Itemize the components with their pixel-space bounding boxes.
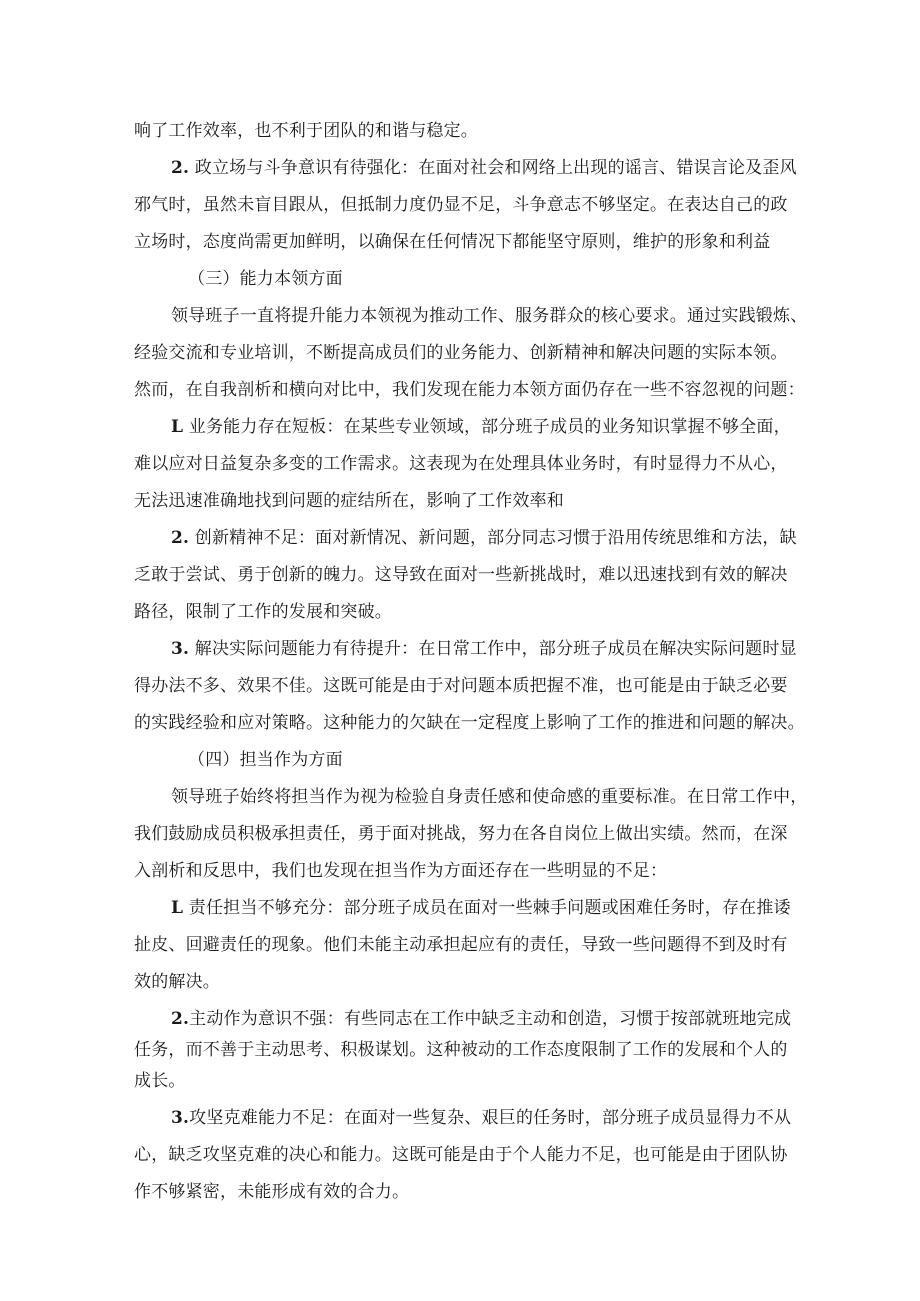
- paragraph-line: 主动作为意识不强：有些同志在工作中缺乏主动和创造，习惯于按部就班地完成: [189, 1009, 792, 1029]
- paragraph-line: 立场时，态度尚需更加鲜明，以确保在任何情况下都能坚守原则，维护的形象和利益: [134, 232, 771, 252]
- paragraph-line: 政立场与斗争意识有待强化：在面对社会和网络上出现的谣言、错误言论及歪风: [194, 158, 797, 178]
- paragraph-line: 响了工作效率，也不利于团队的和谐与稳定。: [134, 121, 478, 141]
- list-number: L: [171, 898, 184, 918]
- list-number: 2.: [171, 158, 190, 178]
- paragraph-line: 任务，而不善于主动思考、积极谋划。这种被动的工作态度限制了工作的发展和个人的: [134, 1040, 788, 1060]
- numbered-paragraph-first-line: [171, 898, 831, 918]
- numbered-paragraph-first-line: [171, 639, 831, 659]
- paragraph-line: 成长。: [134, 1071, 186, 1091]
- paragraph-line: 入剖析和反思中，我们也发现在担当作为方面还存在一些明显的不足：: [134, 861, 668, 881]
- paragraph-line: 解决实际问题能力有待提升：在日常工作中，部分班子成员在解决实际问题时显: [194, 639, 797, 659]
- paragraph-line: 然而，在自我剖析和横向对比中，我们发现在能力本领方面仍存在一些不容忽视的问题：: [134, 380, 805, 400]
- paragraph-line: 乏敢于尝试、勇于创新的魄力。这导致在面对一些新挑战时，难以迅速找到有效的解决: [134, 565, 788, 585]
- list-number: 2.: [171, 1009, 190, 1029]
- numbered-paragraph-first-line: [171, 158, 831, 178]
- paragraph-line: 经验交流和专业培训，不断提高成员们的业务能力、创新精神和解决问题的实际本领。: [134, 343, 788, 363]
- paragraph-line: 得办法不多、效果不佳。这既可能是由于对问题本质把握不准，也可能是由于缺乏必要: [134, 676, 788, 696]
- numbered-paragraph-first-line: [171, 528, 831, 548]
- paragraph-line: 难以应对日益复杂多变的工作需求。这表现为在处理具体业务时，有时显得力不从心，: [134, 454, 788, 474]
- paragraph-line: 路径，限制了工作的发展和突破。: [134, 602, 392, 622]
- numbered-paragraph-first-line: [171, 1108, 831, 1128]
- section-heading: （三）能力本领方面: [188, 269, 343, 289]
- list-number: 3.: [171, 639, 190, 659]
- paragraph-line: 无法迅速准确地找到问题的症结所在，影响了工作效率和: [134, 491, 564, 511]
- paragraph-line: 创新精神不足：面对新情况、新问题，部分同志习惯于沿用传统思维和方法，缺: [194, 528, 797, 548]
- paragraph-line: 我们鼓励成员积极承担责任，勇于面对挑战，努力在各自岗位上做出实绩。然而，在深: [134, 824, 788, 844]
- paragraph-line: 领导班子始终将担当作为视为检验自身责任感和使命感的重要标准。在日常工作中，: [171, 787, 808, 807]
- paragraph-line: 邪气时，虽然未盲目跟从，但抵制力度仍显不足，斗争意志不够坚定。在表达自己的政: [134, 195, 788, 215]
- numbered-paragraph-first-line: [171, 417, 831, 437]
- paragraph-line: 心，缺乏攻坚克难的决心和能力。这既可能是由于个人能力不足，也可能是由于团队协: [134, 1145, 788, 1165]
- section-heading: （四）担当作为方面: [188, 750, 343, 770]
- numbered-paragraph-first-line: [171, 1009, 831, 1029]
- paragraph-line: 效的解决。: [134, 972, 220, 992]
- paragraph-line: 作不够紧密，未能形成有效的合力。: [134, 1182, 410, 1202]
- list-number: L: [171, 417, 184, 437]
- paragraph-line: 责任担当不够充分：部分班子成员在面对一些棘手问题或困难任务时，存在推诿: [188, 898, 791, 918]
- paragraph-line: 攻坚克难能力不足：在面对一些复杂、艰巨的任务时，部分班子成员显得力不从: [189, 1108, 792, 1128]
- list-number: 2.: [171, 528, 190, 548]
- paragraph-line: 业务能力存在短板：在某些专业领域，部分班子成员的业务知识掌握不够全面，: [188, 417, 791, 437]
- paragraph-line: 扯皮、回避责任的现象。他们未能主动承担起应有的责任，导致一些问题得不到及时有: [134, 935, 788, 955]
- paragraph-line: 的实践经验和应对策略。这种能力的欠缺在一定程度上影响了工作的推进和问题的解决。: [134, 713, 805, 733]
- paragraph-line: 领导班子一直将提升能力本领视为推动工作、服务群众的核心要求。通过实践锻炼、: [171, 306, 808, 326]
- list-number: 3.: [171, 1108, 190, 1128]
